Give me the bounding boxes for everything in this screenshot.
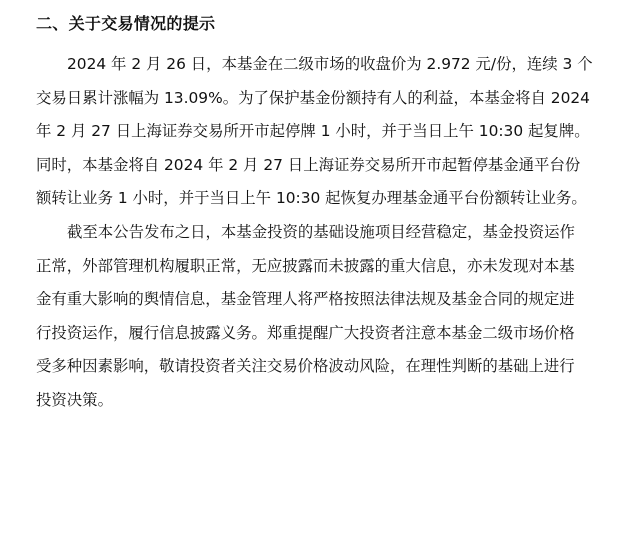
- paragraph-line: 行投资运作，履行信息披露义务。郑重提醒广大投资者注意本基金二级市场价格: [36, 323, 575, 342]
- paragraph-line: 2024 年 2 月 26 日，本基金在二级市场的收盘价为 2.972 元/份，连续 3 个: [67, 55, 593, 73]
- paragraph-line: 金有重大影响的舆情信息，基金管理人将严格按照法律法规及基金合同的规定进: [36, 290, 575, 309]
- paragraph-line: 投资决策。: [36, 390, 113, 409]
- paragraph-line: 受多种因素影响，敬请投资者关注交易价格波动风险，在理性判断的基础上进行: [36, 357, 575, 376]
- section-heading: 二、关于交易情况的提示: [36, 14, 216, 33]
- paragraph-line: 交易日累计涨幅为 13.09%。为了保护基金份额持有人的利益，本基金将自 2024: [36, 88, 590, 107]
- paragraph-trading-info: [36, 48, 593, 216]
- paragraph-line: 正常，外部管理机构履职正常，无应披露而未披露的重大信息，亦未发现对本基: [36, 256, 575, 275]
- paragraph-line: 年 2 月 27 日上海证券交易所开市起停牌 1 小时，并于当日上午 10:30 起复牌。: [36, 122, 590, 141]
- paragraph-line: 额转让业务 1 小时，并于当日上午 10:30 起恢复办理基金通平台份额转让业务。: [36, 189, 587, 208]
- paragraph-line: 同时，本基金将自 2024 年 2 月 27 日上海证券交易所开市起暂停基金通平台份: [36, 155, 581, 174]
- paragraph-risk-notice: [36, 216, 586, 418]
- paragraph-line: 截至本公告发布之日，本基金投资的基础设施项目经营稳定，基金投资运作: [67, 222, 575, 241]
